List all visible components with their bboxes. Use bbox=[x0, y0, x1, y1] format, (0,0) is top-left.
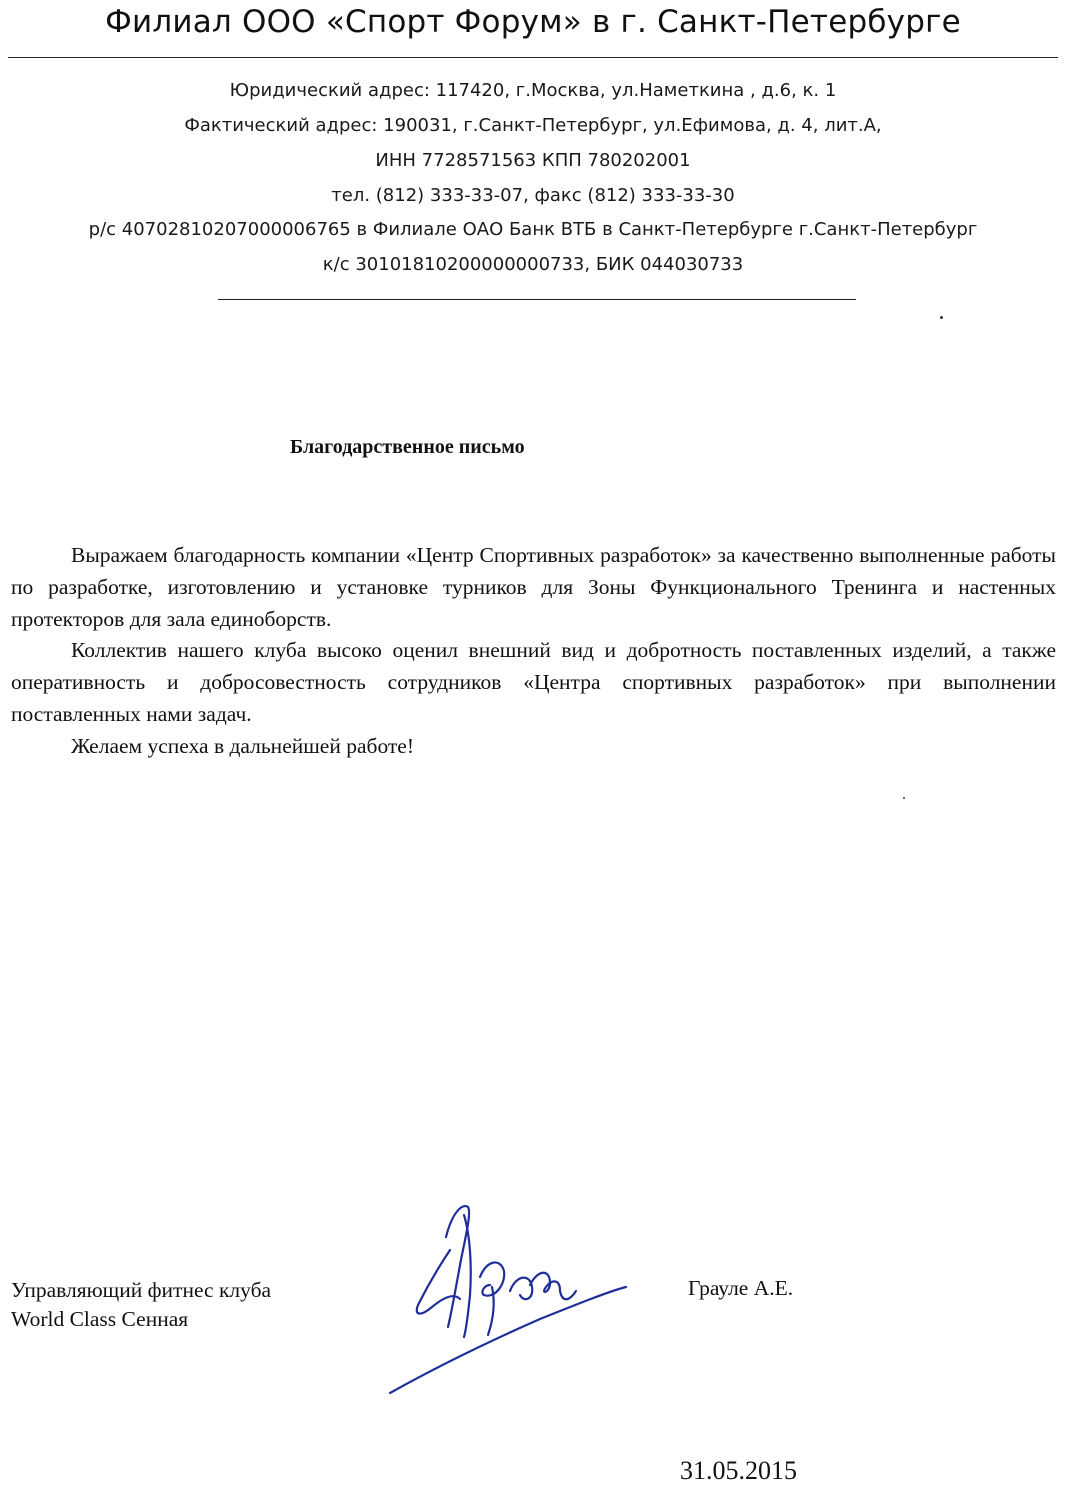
bank-account: р/с 40702810207000006765 в Филиале ОАО Банк ВТБ в Санкт-Петербурге г.Санкт-Петербург bbox=[88, 219, 978, 240]
letter-date: 31.05.2015 bbox=[680, 1456, 797, 1485]
correspondent-account: к/с 30101810200000000733, БИК 044030733 bbox=[322, 254, 744, 275]
scan-speck bbox=[940, 316, 943, 319]
letter-title: Благодарственное письмо bbox=[290, 436, 525, 458]
body-paragraph: Желаем успеха в дальнейшей работе! bbox=[71, 733, 415, 758]
letter-body bbox=[11, 540, 1056, 763]
handwritten-signature bbox=[380, 1195, 630, 1410]
legal-address: Юридический адрес: 117420, г.Москва, ул.Наметкина , д.6, к. 1 bbox=[229, 80, 837, 101]
signer-position-line: Управляющий фитнес клуба bbox=[11, 1278, 272, 1302]
phone-fax: тел. (812) 333-33-07, факс (812) 333-33-30 bbox=[331, 185, 735, 206]
body-paragraph: Коллектив нашего клуба высоко оценил внешний вид и добротность поставленных изделий, а также оперативность и добросовестность сотрудников «Центра спортивных разработок» при выполнении поставленных нами задач. bbox=[11, 638, 1056, 726]
requisites-divider bbox=[218, 299, 856, 300]
scan-speck bbox=[903, 797, 905, 799]
header-divider bbox=[8, 57, 1058, 58]
tax-ids: ИНН 7728571563 КПП 780202001 bbox=[375, 150, 691, 171]
body-paragraph: Выражаем благодарность компании «Центр Спортивных разработок» за качественно выполненные работы по разработке, изготовлению и установке турников для Зоны Функционального Тренинга и настенных протекторов для зала единоборств. bbox=[11, 543, 1056, 631]
company-title: Филиал ООО «Спорт Форум» в г. Санкт-Петербурге bbox=[105, 4, 961, 40]
signer-position bbox=[11, 1276, 271, 1334]
actual-address: Фактический адрес: 190031, г.Санкт-Петербург, ул.Ефимова, д. 4, лит.А, bbox=[184, 115, 882, 136]
signer-name: Грауле А.Е. bbox=[688, 1276, 794, 1300]
signer-club-line: World Class Сенная bbox=[11, 1307, 189, 1331]
